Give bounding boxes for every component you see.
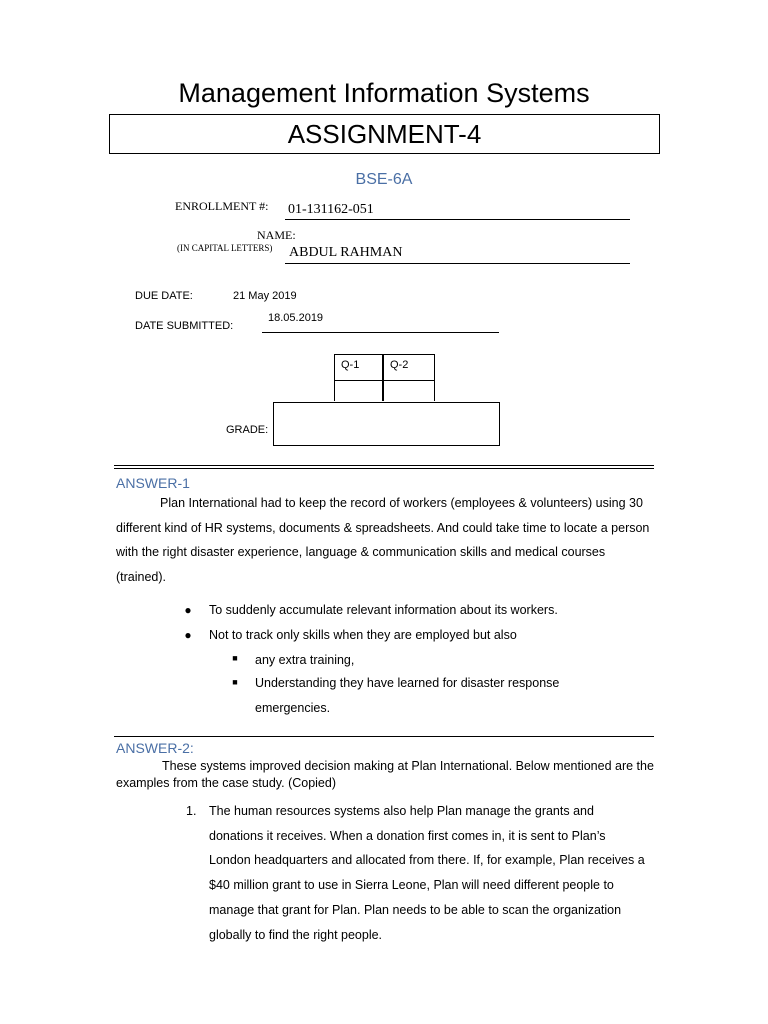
enrollment-label: ENROLLMENT #: — [175, 199, 269, 213]
name-label: NAME: — [257, 228, 296, 242]
answer1-bullet-1: To suddenly accumulate relevant information about its workers. — [209, 603, 558, 617]
section-code: BSE-6A — [355, 171, 413, 188]
due-date-value: 21 May 2019 — [233, 290, 297, 302]
enrollment-underline — [285, 219, 630, 220]
date-submitted-label: DATE SUBMITTED: — [135, 320, 234, 332]
answer2-paragraph: These systems improved decision making at Plan International. Below mentioned are the examples from the case study. (Copied) — [116, 759, 654, 790]
answer1-sub-bullet-2: Understanding they have learned for disaster response emergencies. — [255, 676, 560, 715]
list-item-text: The human resources systems also help Plan manage the grants and donations it receives. When a donation first comes in, it is sent to Plan’s London headquarters and allocated from there. If, for example, Plan receives a $40 million grant to use in Sierra Leone, Plan will need different people to manage that grant for Plan. Plan needs to be able to scan the organization globally to find the right people. — [209, 804, 645, 942]
q1-cell — [334, 354, 383, 401]
grade-box — [273, 402, 500, 446]
name-underline — [285, 263, 630, 264]
q1-label: Q-1 — [341, 359, 360, 371]
name-value: ABDUL RAHMAN — [289, 245, 403, 260]
answer1-sub-bullet-1: any extra training, — [255, 653, 355, 667]
answer1-paragraph: Plan International had to keep the record of workers (employees & volunteers) using 30 different kind of HR systems, documents & spreadsheets. And could take time to locate a person with the right disaster experience, language & communication skills and medical courses (trained). — [116, 496, 650, 585]
enrollment-value: 01-131162-051 — [288, 202, 374, 217]
sub-bullet-square: ■ — [232, 677, 238, 687]
answer1-bullet-2: Not to track only skills when they are employed but also — [209, 628, 517, 642]
grade-table-divider — [334, 380, 435, 381]
list-item-number: 1. — [186, 804, 197, 818]
grade-label: GRADE: — [226, 424, 269, 436]
bullet-dot: ● — [184, 603, 192, 617]
due-date-label: DUE DATE: — [135, 290, 193, 302]
document-title: Management Information Systems — [178, 78, 590, 108]
double-rule-bottom — [114, 468, 654, 469]
answer2-heading: ANSWER-2: — [116, 740, 194, 756]
bullet-dot: ● — [184, 628, 192, 642]
sub-bullet-square: ■ — [232, 653, 238, 663]
date-submitted-value: 18.05.2019 — [268, 312, 324, 324]
date-submitted-underline — [262, 332, 499, 333]
name-hint: (IN CAPITAL LETTERS) — [177, 243, 273, 253]
section-rule — [114, 736, 654, 737]
q2-label: Q-2 — [390, 359, 409, 371]
answer1-heading: ANSWER-1 — [116, 475, 190, 491]
double-rule-top — [114, 465, 654, 466]
q2-cell — [383, 354, 435, 401]
assignment-title: ASSIGNMENT-4 — [109, 114, 660, 154]
